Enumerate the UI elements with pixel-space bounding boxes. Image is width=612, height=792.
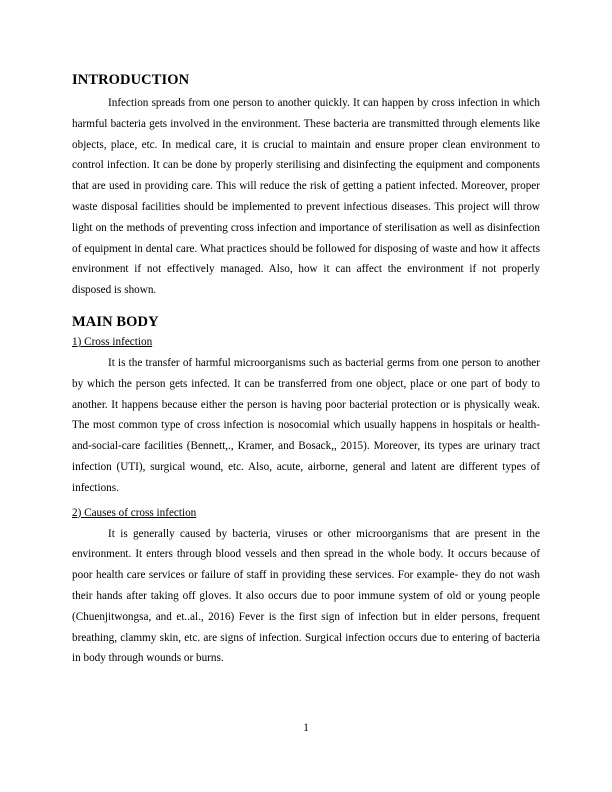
cross-infection-paragraph: It is the transfer of harmful microorganisms such as bacterial germs from one person to another by which the person gets infected. It can be transferred from one object, place or one part of body to another. It happens because either the person is having poor bacterial protection or is physically weak. The most common type of cross infection is nosocomial which usually happens in hospitals or health-and-social-care facilities (Bennett,., Kramer, and Bosack,, 2015). Moreover, its types are urinary tract infection (UTI), surgical wound, etc. Also, acute, airborne, general and latent are different types of infections. [72,356,540,494]
page-number: 1 [303,722,309,734]
cross-infection-subheading: 1) Cross infection [72,335,153,348]
introduction-paragraph: Infection spreads from one person to another quickly. It can happen by cross infection in which harmful bacteria gets involved in the environment. These bacteria are transmitted through elements like objects, place, etc. In medical care, it is crucial to maintain and ensure proper clean environment to control infection. It can be done by properly sterilising and disinfecting the equipment and components that are used in providing care. This will reduce the risk of getting a patient infected. Moreover, proper waste disposal facilities should be implemented to prevent infectious diseases. This project will throw light on the methods of preventing cross infection and importance of sterilisation as well as disinfection of equipment in dental care. What practices should be followed for disposing of waste and how it affects environment if not effectively managed. Also, how it can affect the environment if not properly disposed is shown. [72,97,540,297]
main-body-heading: MAIN BODY [72,313,159,330]
causes-of-cross-infection-subheading: 2) Causes of cross infection [72,506,197,519]
introduction-heading: INTRODUCTION [72,72,190,88]
causes-of-cross-infection-paragraph: It is generally caused by bacteria, viruses or other microorganisms that are present in the environment. It enters through blood vessels and then spread in the whole body. It occurs because of poor health care services or failure of staff in providing these services. For example- they do not wash their hands after taking off gloves. It also occurs due to poor immune system of old or young people (Chuenjitwongsa, and et..al., 2016) Fever is the first sign of infection but in elder persons, frequent breathing, clammy skin, etc. are signs of infection. Surgical infection occurs due to entering of bacteria in body through wounds or burns. [72,527,540,665]
page-content [72,72,540,669]
